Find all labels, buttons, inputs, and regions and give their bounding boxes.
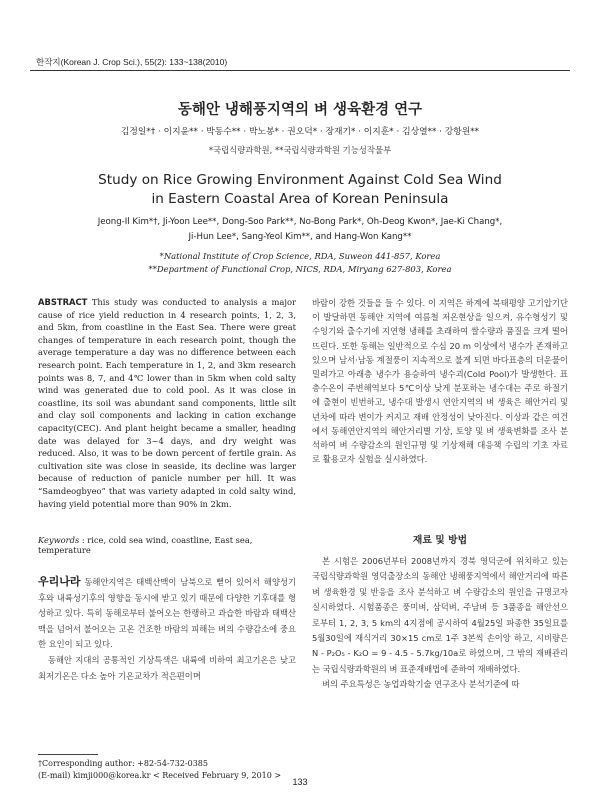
- abstract-label: ABSTRACT: [38, 297, 88, 307]
- authors-english-line2: Ji-Hun Lee*, Sang-Yeol Kim**, and Hang-Won Kang**: [188, 232, 412, 242]
- header-rule: [30, 70, 570, 71]
- footnote-corresponding: †Corresponding author: +82-54-732-0385: [38, 759, 208, 768]
- methods-section: [312, 554, 568, 693]
- journal-citation: 한작지(Korean J. Crop Sci.), 55(2): 133~138(2010): [36, 57, 228, 67]
- keywords-text: : rice, cold sea wind, coastline, East sea, temperature: [38, 535, 253, 555]
- abstract-text: This study was conducted to analysis a major cause of rice yield reduction in 4 research points, 1, 2, 3, and 5km, from coastline in the East Sea. There were great changes of temperature in each research point, though the average temperature a day was no difference between each research point. Each temperature in 1, 2, and 3km research points was 8, 7, and 4℃ lower than in 5km when cold salty wind was generated due to cold pool. As it was close in coastline, its soil was abundant sand components, little silt and clay soil components and lacking in cation exchange capacity(CEC). And plant height became a smaller, heading date was delayed for 3~4 days, and dry weight was reduced. Also, it was to be down percent of fertile grain. As cultivation site was close in seaside, its decline was larger because of reduction of panicle number per hill. It was “Samdeogbyeo” that was variety adapted in cold salty wind, having yield potential more than 90% in 2km.: [38, 297, 296, 509]
- affiliation-english-line2: **Department of Functional Crop, NICS, RDA, Miryang 627-803, Korea: [148, 264, 452, 274]
- affiliation-korean: *국립식량과학원, **국립식량과학원 기능성작물부: [208, 145, 392, 155]
- authors-korean: 김정일*† · 이지윤** · 박동수** · 박노봉* · 권오덕* · 장재기* · 이지훈* · 김상열** · 강항원**: [120, 127, 480, 137]
- introduction: [38, 574, 296, 684]
- intro-paragraph-2: 동해안 지대의 공통적인 기상특색은 내륙에 비하여 최고기온은 낮고 최저기온은 다소 높아 기온교차가 적은편이며: [38, 654, 296, 681]
- methods-paragraph-1: 본 시험은 2006년부터 2008년까지 경북 영덕군에 위치하고 있는 국립식량과학원 영덕출장소의 동해안 냉해풍지역에서 해안거리에 따른 벼 생육환경 및 반응을 조사 분석하고 벼 수량감소의 원인을 규명코자 실시하였다. 시험품종은 풍미벼, 삼덕벼, 주남벼 등 3품종을 해안선으로부터 1, 2, 3, 5 km의 4지점에 공시하여 4월25일 파종한 35일묘를 5월30일에 재식거리 30×15 cm로 1주 3본씩 손이앙 하고, 시비량은 N - P₂O₅ - K₂O = 9 - 4.5 - 5.7kg/10a로 하였으며, 그 밖의 재배관리는 국립식량과학원의 벼 표준재배법에 준하여 재배하였다.: [312, 556, 568, 674]
- keywords-label: Keywords: [38, 535, 80, 545]
- title-english-line1: Study on Rice Growing Environment Against Cold Sea Wind: [98, 172, 502, 188]
- footnote-email: (E-mail) kimji000@korea.kr < Received February 9, 2010 >: [38, 770, 282, 780]
- authors-english: [60, 215, 540, 245]
- affiliation-english: [0, 250, 600, 276]
- methods-paragraph-2: 벼의 주요특성은 농업과학기술 연구조사 분석기준에 따: [322, 679, 520, 690]
- section-heading-methods: 재료 및 방법: [412, 535, 468, 546]
- intro-text: 동해안지역은 태백산맥이 남북으로 뻗어 있어서 해양성기후와 내륙성기후의 영향을 동시에 받고 있기 때문에 다양한 기후대를 형성하고 있다. 특히 동해로부터 불어오는 한랭하고 과습한 바람과 태백산맥을 넘어서 불어오는 고온 건조한 바람의 피해는 벼의 수량감소에 중요한 요인이 되고 있다.: [38, 577, 296, 650]
- title-english-line2: in Eastern Coastal Area of Korean Peninsula: [151, 191, 449, 207]
- footnote-rule: [38, 754, 98, 755]
- affiliation-english-line1: *National Institute of Crop Science, RDA, Suweon 441-857, Korea: [159, 251, 441, 261]
- authors-english-line1: Jeong-Il Kim*†, Ji-Yoon Lee**, Dong-Soo Park**, No-Bong Park*, Oh-Deog Kwon*, Jae-Ki Chang*,: [97, 217, 503, 227]
- abstract: [38, 296, 296, 510]
- intro-lead-word: 우리나라: [38, 575, 81, 588]
- intro-paragraph-1: [38, 574, 296, 653]
- keywords: [38, 535, 296, 555]
- page-number: 133: [292, 777, 308, 787]
- title-korean: 동해안 냉해풍지역의 벼 생육환경 연구: [177, 102, 423, 118]
- title-english: [0, 171, 600, 209]
- intro-continued: 바람이 강한 것들을 들 수 있다. 이 지역은 하계에 북태평양 고기압기단이 발달하면 동해안 지역에 여름철 저온현상을 일으켜, 유수형성기 및 수잉기와 출수기에 지연형 냉해를 초래하여 쌀수량과 품질을 크게 떨어뜨린다. 또한 동해는 일반적으로 수심 20 m 이상에서 냉수가 존재하고 있으며 남서·남동 계절풍이 지속적으로 불게 되면 바다표층의 더운물이 밀려가고 아래층 냉수가 용승하여 냉수괴(Cold Pool)가 발생한다. 표층수온이 주변해역보다 5℃이상 낮게 분포하는 냉수대는 주로 하절기에 출현이 빈번하고, 냉수대 발생시 연안지역의 벼 생육은 해안거리 및 년차에 따라 변이가 커지고 재배 안정성이 낮아진다. 이상과 같은 여건에서 동해연안지역의 해안거리별 기상, 토양 및 벼 생육변화를 조사 분석하여 벼 수량감소의 원인규명 및 기상재해 대응책 수립의 기초 자료로 활용코자 실험을 실시하였다.: [312, 298, 568, 465]
